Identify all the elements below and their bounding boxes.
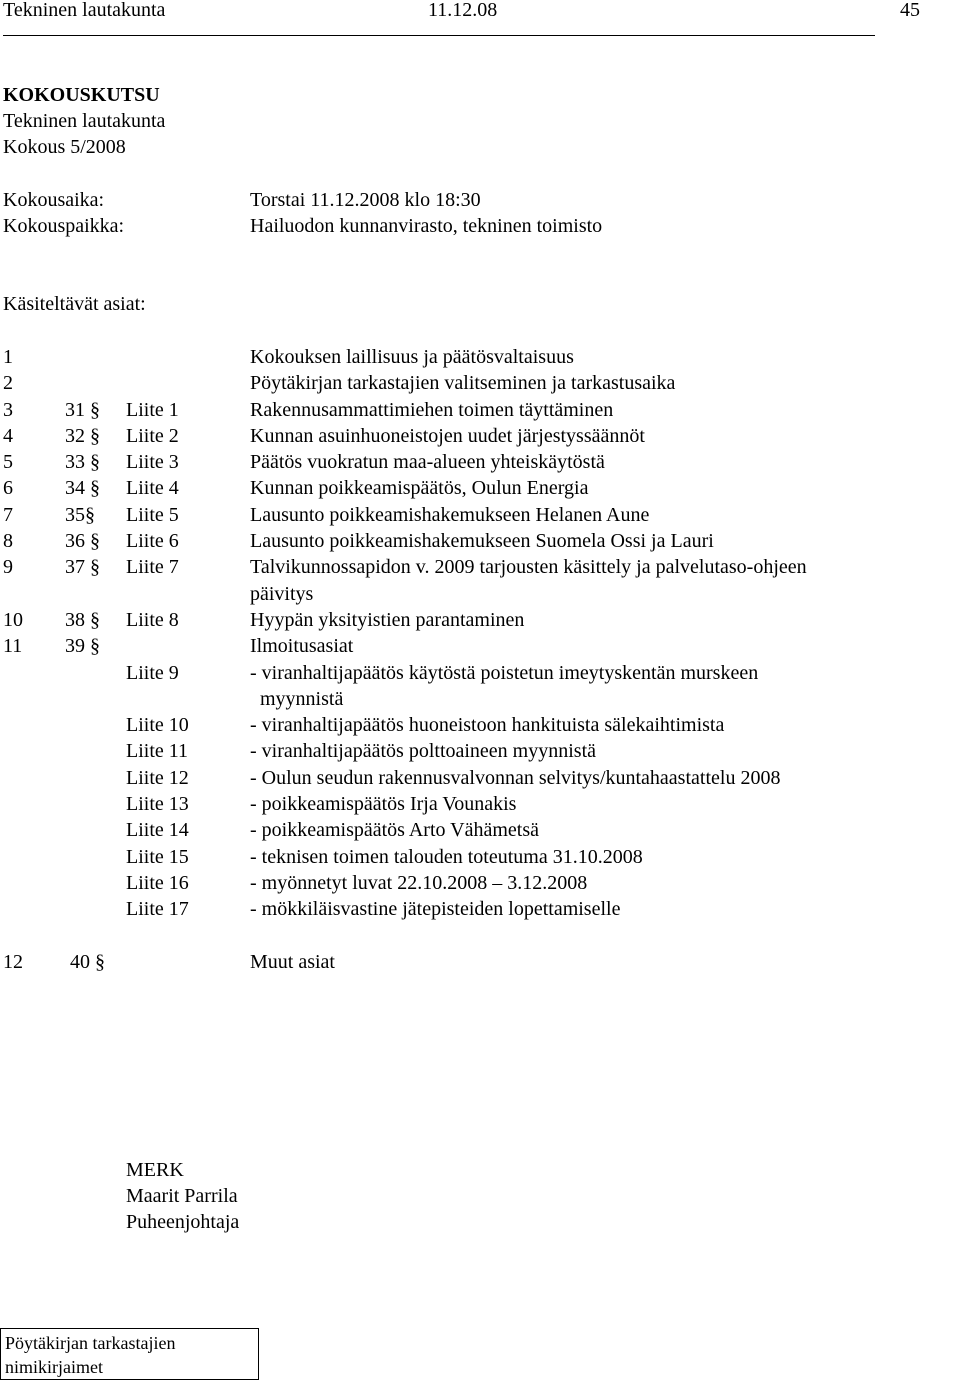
item-text: Rakennusammattimiehen toimen täyttäminen (250, 398, 614, 421)
item-text: - mökkiläisvastine jätepisteiden lopettamiselle (250, 898, 621, 921)
item-attachment: Liite 9 (126, 661, 179, 684)
item-attachment: Liite 4 (126, 477, 179, 500)
item-attachment: Liite 5 (126, 503, 179, 526)
meeting-place-label: Kokouspaikka: (3, 215, 125, 237)
page-number: 45 (900, 0, 920, 21)
item-section: 31 § (65, 398, 100, 421)
item-attachment: Liite 13 (126, 793, 189, 816)
signature-role: Puheenjohtaja (126, 1211, 240, 1233)
agenda-row (3, 817, 953, 843)
agenda-row (3, 660, 953, 686)
item-number: 3 (3, 398, 13, 421)
agenda-row (3, 423, 953, 449)
agenda-row (3, 633, 953, 659)
agenda-row (3, 581, 953, 607)
item-section: 32 § (65, 424, 100, 447)
agenda-row-spacer (3, 923, 953, 949)
item-attachment: Liite 10 (126, 714, 189, 737)
item-text: - myönnetyt luvat 22.10.2008 – 3.12.2008 (250, 871, 588, 894)
item-attachment: Liite 15 (126, 845, 189, 868)
footer-line1: Pöytäkirjan tarkastajien (5, 1333, 176, 1353)
document-title: KOKOUSKUTSU (3, 84, 160, 106)
item-text: - viranhaltijapäätös huoneistoon hankituista sälekaihtimista (250, 714, 725, 737)
item-section: 40 § (65, 950, 105, 973)
item-attachment: Liite 17 (126, 898, 189, 921)
meeting-time-label: Kokousaika: (3, 189, 105, 211)
item-text: - poikkeamispäätös Arto Vähämetsä (250, 819, 540, 842)
agenda-row (3, 344, 953, 370)
item-text: - viranhaltijapäätös käytöstä poistetun imeytyskentän murskeen (250, 661, 759, 684)
agenda-row (3, 607, 953, 633)
item-attachment: Liite 11 (126, 740, 189, 763)
meeting-place-value: Hailuodon kunnanvirasto, tekninen toimisto (250, 215, 603, 237)
item-number: 10 (3, 608, 23, 631)
agenda-row (3, 449, 953, 475)
item-text: Kunnan asuinhuoneistojen uudet järjestyssäännöt (250, 424, 645, 447)
footer-initials-box (0, 1328, 259, 1380)
header-rule (3, 35, 875, 36)
item-text: Lausunto poikkeamishakemukseen Suomela Ossi ja Lauri (250, 530, 714, 553)
item-section: 34 § (65, 477, 100, 500)
item-text: päivitys (250, 582, 314, 605)
agenda-row (3, 791, 953, 817)
item-text: Pöytäkirjan tarkastajien valitseminen ja tarkastusaika (250, 372, 676, 395)
agenda-row (3, 528, 953, 554)
committee-name: Tekninen lautakunta (3, 110, 166, 132)
footer-line2: nimikirjaimet (5, 1357, 103, 1377)
agenda-row (3, 844, 953, 870)
item-attachment: Liite 8 (126, 608, 179, 631)
item-text: myynnistä (250, 687, 344, 710)
item-attachment: Liite 2 (126, 424, 179, 447)
item-number: 12 (3, 950, 23, 973)
item-text: Muut asiat (250, 950, 335, 973)
header-date: 11.12.08 (428, 0, 498, 21)
item-attachment: Liite 12 (126, 766, 189, 789)
item-text: - poikkeamispäätös Irja Vounakis (250, 793, 517, 816)
agenda-row (3, 712, 953, 738)
item-text: Talvikunnossapidon v. 2009 tarjousten käsittely ja palvelutaso-ohjeen (250, 556, 807, 579)
signature-name: Maarit Parrila (126, 1185, 238, 1207)
item-text: - teknisen toimen talouden toteutuma 31.10.2008 (250, 845, 643, 868)
agenda-row (3, 475, 953, 501)
item-attachment: Liite 16 (126, 871, 189, 894)
meeting-number: Kokous 5/2008 (3, 136, 126, 158)
agenda-row (3, 949, 953, 975)
agenda-row (3, 765, 953, 791)
item-text: Kunnan poikkeamispäätös, Oulun Energia (250, 477, 589, 500)
agenda-row (3, 370, 953, 396)
agenda-row (3, 397, 953, 423)
item-section: 37 § (65, 556, 100, 579)
item-number: 11 (3, 635, 23, 658)
item-text: Kokouksen laillisuus ja päätösvaltaisuus (250, 346, 574, 368)
agenda-row (3, 686, 953, 712)
item-number: 8 (3, 530, 13, 553)
item-number: 6 (3, 477, 13, 500)
item-number: 7 (3, 503, 13, 526)
agenda-row (3, 554, 953, 580)
item-text: - viranhaltijapäätös polttoaineen myynnistä (250, 740, 597, 763)
item-number: 2 (3, 372, 13, 395)
agenda-list (3, 344, 953, 975)
header-committee: Tekninen lautakunta (3, 0, 166, 21)
item-attachment: Liite 14 (126, 819, 189, 842)
item-number: 5 (3, 451, 13, 474)
item-text: Päätös vuokratun maa-alueen yhteiskäytöstä (250, 451, 605, 474)
item-attachment: Liite 6 (126, 530, 179, 553)
item-attachment: Liite 7 (126, 556, 179, 579)
item-section: 33 § (65, 451, 100, 474)
item-number: 1 (3, 346, 13, 368)
agenda-row (3, 502, 953, 528)
item-section: 35§ (65, 503, 95, 526)
meeting-time-value: Torstai 11.12.2008 klo 18:30 (250, 189, 481, 211)
item-text: Hyypän yksityistien parantaminen (250, 608, 525, 631)
item-text: Lausunto poikkeamishakemukseen Helanen Aune (250, 503, 650, 526)
item-section: 39 § (65, 635, 100, 658)
agenda-row (3, 896, 953, 922)
item-number: 9 (3, 556, 13, 579)
item-section: 36 § (65, 530, 100, 553)
agenda-heading: Käsiteltävät asiat: (3, 293, 146, 315)
item-text: - Oulun seudun rakennusvalvonnan selvitys/kuntahaastattelu 2008 (250, 766, 781, 789)
item-attachment: Liite 1 (126, 398, 179, 421)
signature-mark: MERK (126, 1159, 184, 1181)
item-text: Ilmoitusasiat (250, 635, 354, 658)
agenda-row (3, 870, 953, 896)
item-section: 38 § (65, 608, 100, 631)
agenda-row (3, 738, 953, 764)
item-attachment: Liite 3 (126, 451, 179, 474)
item-number: 4 (3, 424, 13, 447)
